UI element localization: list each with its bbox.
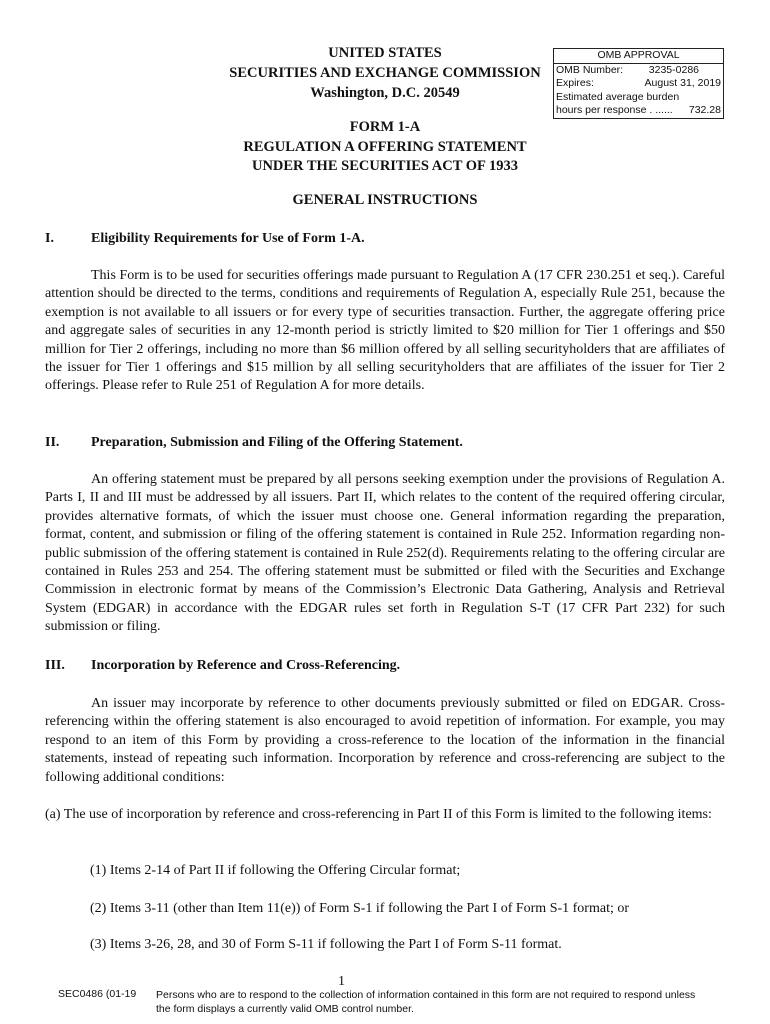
general-instructions-heading: GENERAL INSTRUCTIONS: [292, 192, 478, 208]
omb-burden-line: Estimated average burden: [556, 90, 680, 103]
section-number: I.: [45, 231, 54, 246]
section-number: II.: [45, 435, 60, 450]
form-title: [200, 118, 570, 177]
omb-number-row: [554, 64, 723, 78]
section-body-iii: [45, 695, 725, 787]
omb-approval-title: OMB APPROVAL: [554, 49, 723, 64]
omb-burden-value: 732.28: [688, 104, 721, 116]
condition-a: (a) The use of incorporation by reference and cross-referencing in Part II of this Form is limited to the following items:: [45, 807, 712, 822]
agency-address: Washington, D.C. 20549: [310, 85, 460, 101]
list-item: (1) Items 2-14 of Part II if following the Offering Circular format;: [90, 863, 461, 878]
omb-expires-label: Expires:: [556, 77, 594, 89]
section-body-i: [45, 267, 725, 396]
omb-expires-value: August 31, 2019: [644, 77, 721, 89]
section-body-ii: [45, 471, 725, 637]
form-number: FORM 1-A: [349, 119, 421, 135]
list-item: (3) Items 3-26, 28, and 30 of Form S-11 if following the Part I of Form S-11 format.: [90, 937, 562, 952]
omb-burden-label: hours per response . ......: [556, 104, 673, 116]
section-title: Eligibility Requirements for Use of Form 1-A.: [91, 231, 365, 246]
omb-number-label: OMB Number:: [556, 63, 624, 76]
agency-name: SECURITIES AND EXCHANGE COMMISSION: [229, 65, 541, 81]
section-heading-i: [45, 231, 365, 247]
omb-approval-box: [553, 48, 724, 119]
agency-header: [200, 43, 570, 103]
section-heading-iii: [45, 658, 400, 674]
page-number: 1: [338, 974, 345, 989]
omb-number-value: 3235-0286: [648, 63, 699, 76]
form-code: SEC0486 (01-19: [58, 988, 137, 1000]
paragraph-text: An issuer may incorporate by reference to other documents previously submitted or filed on EDGAR. Cross-referencing within the offering statement is also encouraged to avoid repetition of information. For example, you may respond to an item of this Form by providing a cross-reference to the location of the information in the financial statements, instead of repeating such information. Incorporation by reference and cross-referencing are subject to the following additional conditions:: [45, 696, 725, 785]
form-name: REGULATION A OFFERING STATEMENT: [243, 138, 527, 155]
form-act: UNDER THE SECURITIES ACT OF 1933: [251, 158, 519, 174]
section-title: Incorporation by Reference and Cross-Referencing.: [91, 658, 401, 673]
agency-country: UNITED STATES: [328, 45, 442, 61]
section-title: Preparation, Submission and Filing of the Offering Statement.: [91, 435, 463, 450]
paragraph-text: An offering statement must be prepared by all persons seeking exemption under the provisions of Regulation A. Parts I, II and III must be addressed by all issuers. Part II, which relates to the content of the required offering circular, provides alternative formats, of which the issuer must choose one. General information regarding the preparation, format, content, and submission or filing of the offering statement is contained in Rule 252. Information regarding non-public submission of the offering statement is contained in Rule 252(d). Requirements relating to the offering circular are contained in Rules 253 and 254. The offering statement must be submitted or filed with the Securities and Exchange Commission in electronic format by means of the Commission’s Electronic Data Gathering, Analysis and Retrieval System (EDGAR) in accordance with the EDGAR rules set forth in Regulation S-T (17 CFR Part 232) for such submission or filing.: [45, 472, 725, 635]
section-heading-ii: [45, 435, 463, 451]
omb-notice: Persons who are to respond to the collection of information contained in this form are not required to respond unless the form displays a currently valid OMB control number.: [156, 989, 696, 1015]
omb-burden-row: [554, 104, 723, 118]
omb-expires-row: [554, 77, 723, 91]
list-item: (2) Items 3-11 (other than Item 11(e)) of Form S-1 if following the Part I of Form S-1 format; or: [90, 901, 630, 916]
paragraph-text: This Form is to be used for securities offerings made pursuant to Regulation A (17 CFR 230.251 et seq.). Careful attention should be directed to the terms, conditions and requirements of Regulation A, especially Rule 251, because the exemption is not available to all issuers or for every type of securities transaction. Further, the aggregate offering price and aggregate sales of securities in any 12-month period is strictly limited to $20 million for Tier 1 offerings and $50 million for Tier 2 offerings, including no more than $6 million offered by all selling securityholders that are affiliates of the issuer for Tier 1 offerings and $15 million by all selling securityholders that are affiliates of the issuer for Tier 2 offerings. Please refer to Rule 251 of Regulation A for more details.: [45, 268, 725, 394]
section-number: III.: [45, 658, 65, 673]
